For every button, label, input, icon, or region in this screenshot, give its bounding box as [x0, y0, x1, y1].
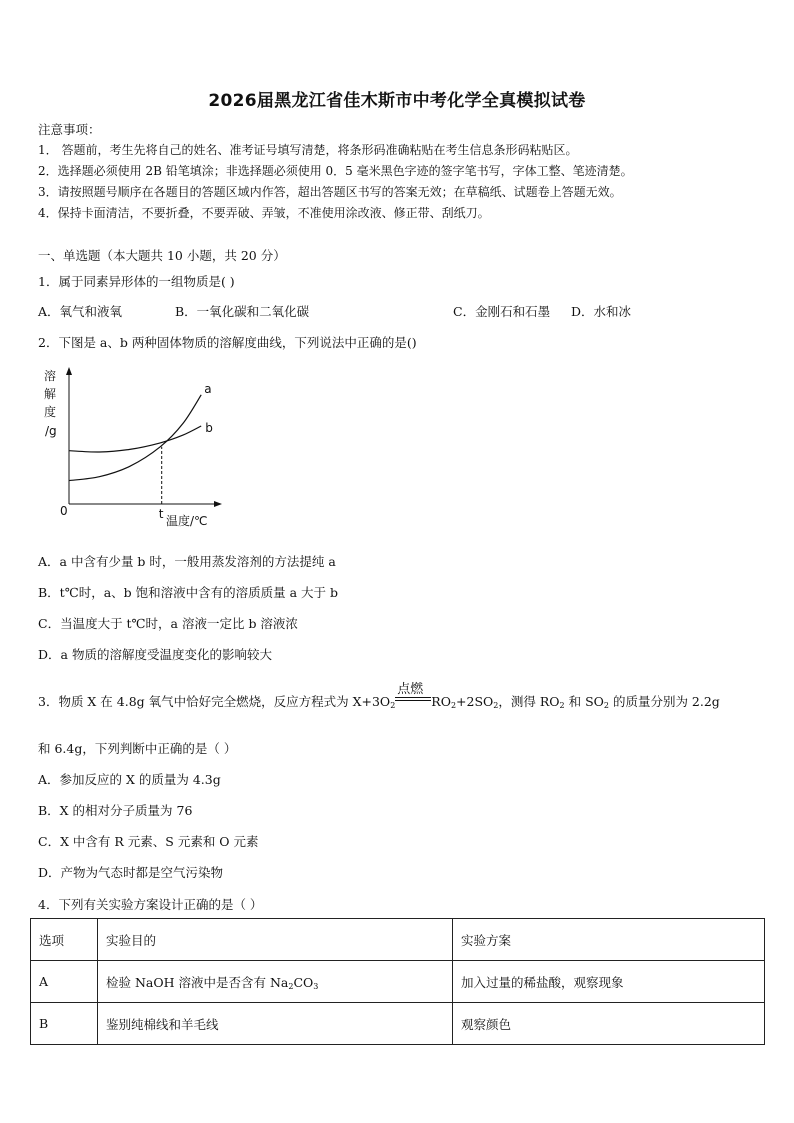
- origin-label: 0: [60, 504, 68, 518]
- y-axis-label-4: /g: [45, 424, 57, 438]
- q3-option-c: C．X 中含有 R 元素、S 元素和 O 元素: [38, 834, 259, 849]
- notice-item-1: 1． 答题前，考生先将自己的姓名、准考证号填写清楚，将条形码准确粘贴在考生信息条形码粘贴区。: [38, 143, 578, 157]
- y-axis-label-2: 解: [44, 387, 57, 401]
- section-heading: 一、单选题（本大题共 10 小题，共 20 分）: [38, 248, 286, 263]
- q3-reaction-arrow: [395, 682, 431, 708]
- series-label-a: a: [204, 381, 212, 396]
- q2-stem: 2．下图是 a、b 两种固体物质的溶解度曲线，下列说法中正确的是(): [38, 335, 417, 350]
- page-title: 2026届黑龙江省佳木斯市中考化学全真模拟试卷: [208, 91, 586, 111]
- q3-option-a: A．参加反应的 X 的质量为 4.3g: [38, 772, 221, 787]
- x-axis-arrow-icon: [214, 501, 222, 507]
- table-row: [31, 1003, 765, 1045]
- q3-stem-line1: 3．物质 X 在 4.8g 氧气中恰好完全燃烧，反应方程式为 $X+3O_2$ 点燃 $RO_2+2SO_2$，测得 $RO_2$ 和 $SO_2$ 的质量分别为 2.2g: [38, 692, 720, 710]
- q3-option-d: D．产物为气态时都是空气污染物: [38, 865, 224, 880]
- y-axis-arrow-icon: [66, 367, 72, 375]
- q4-table: [30, 918, 765, 1045]
- q1-option-b: B．一氧化碳和二氧化碳: [175, 304, 310, 319]
- q3-prefix: 3．物质 X 在 4.8g 氧气中恰好完全燃烧，反应方程式为 X+3O: [38, 694, 391, 709]
- curve-a: [69, 395, 201, 481]
- table-cell-plan: 观察颜色: [453, 1003, 765, 1045]
- series-label-b: b: [205, 421, 213, 435]
- table-header-cell: 实验方案: [453, 919, 765, 961]
- table-cell-plan: 加入过量的稀盐酸，观察现象: [453, 961, 765, 1003]
- q1-stem: 1．属于同素异形体的一组物质是( ): [38, 274, 235, 289]
- x-axis-label: 温度/℃: [166, 514, 208, 528]
- q2-option-b: B．t℃时，a、b 饱和溶液中含有的溶质质量 a 大于 b: [38, 585, 338, 600]
- notice-item-2: 2．选择题必须使用 2B 铅笔填涂；非选择题必须使用 0．5 毫米黑色字迹的签字笔书写，字体工整、笔迹清楚。: [38, 164, 633, 178]
- q4-stem: 4．下列有关实验方案设计正确的是（ ）: [38, 897, 263, 912]
- curve-b: [69, 426, 201, 452]
- q1-option-a: A．氧气和液氧: [38, 304, 123, 319]
- notice-item-3: 3．请按照题号顺序在各题目的答题区域内作答，超出答题区书写的答案无效；在草稿纸、试题卷上答题无效。: [38, 185, 622, 199]
- table-row: [31, 961, 765, 1003]
- q2-option-d: D．a 物质的溶解度受温度变化的影响较大: [38, 647, 272, 662]
- notice-heading: 注意事项：: [38, 122, 101, 137]
- y-axis-label-1: 溶: [44, 369, 57, 383]
- table-header-cell: 实验目的: [98, 919, 453, 961]
- table-cell-purpose: 检验 NaOH 溶液中是否含有 $Na_2CO_3$: [98, 961, 453, 1003]
- notice-item-4: 4．保持卡面清洁，不要折叠，不要弄破、弄皱，不准使用涂改液、修正带、刮纸刀。: [38, 206, 490, 220]
- table-cell-option: B: [31, 1003, 98, 1045]
- y-axis-label-3: 度: [44, 405, 57, 419]
- x-tick-label-t: t: [158, 507, 164, 521]
- q1-option-d: D．水和冰: [571, 304, 632, 319]
- q1-option-c: C．金刚石和石墨: [453, 304, 551, 319]
- q2-option-a: A．a 中含有少量 b 时，一般用蒸发溶剂的方法提纯 a: [38, 554, 336, 569]
- table-cell-purpose: 鉴别纯棉线和羊毛线: [98, 1003, 453, 1045]
- q3-condition: 点燃: [397, 682, 424, 697]
- q3-product1: RO: [431, 694, 451, 709]
- q3-option-b: B．X 的相对分子质量为 76: [38, 803, 193, 818]
- q3-o2-subscript: 2: [390, 701, 396, 710]
- table-header-cell: 选项: [31, 919, 98, 961]
- q3-stem-line2: 和 6.4g，下列判断中正确的是（ ）: [38, 741, 237, 756]
- table-header-row: [31, 919, 765, 961]
- q2-option-c: C．当温度大于 t℃时，a 溶液一定比 b 溶液浓: [38, 616, 298, 631]
- table-cell-option: A: [31, 961, 98, 1003]
- solubility-chart: [38, 362, 228, 530]
